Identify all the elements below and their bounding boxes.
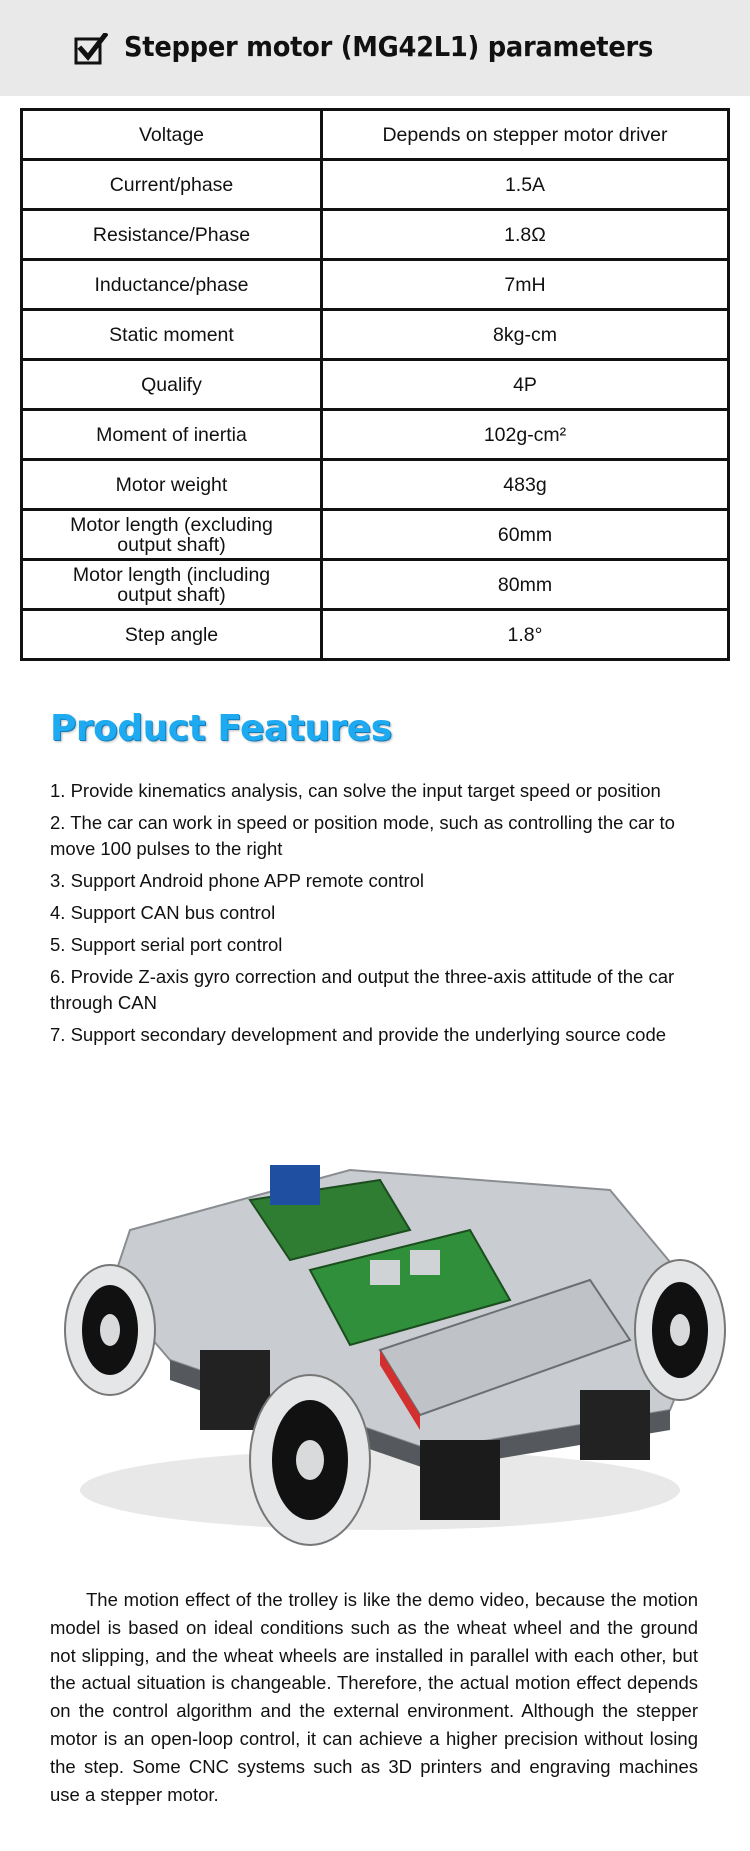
parameter-name: Resistance/Phase [22, 210, 322, 260]
parameters-table [20, 108, 730, 661]
feature-item: 1. Provide kinematics analysis, can solve the input target speed or position [50, 780, 661, 801]
table-row [22, 410, 729, 460]
parameter-name: Step angle [22, 610, 322, 660]
table-row [22, 160, 729, 210]
features-list [50, 778, 690, 1054]
parameter-value: 60mm [322, 510, 729, 560]
parameter-name: Qualify [22, 360, 322, 410]
parameter-name: Motor length (excluding output shaft) [22, 510, 322, 560]
table-row [22, 360, 729, 410]
parameter-value: 1.8Ω [322, 210, 729, 260]
features-heading: Product Features [50, 708, 392, 749]
table-row [22, 610, 729, 660]
feature-item: 2. The car can work in speed or position mode, such as controlling the car to move 100 pulses to the right [50, 812, 675, 859]
parameter-name: Inductance/phase [22, 260, 322, 310]
parameter-name: Current/phase [22, 160, 322, 210]
parameter-name: Moment of inertia [22, 410, 322, 460]
parameter-value: 8kg-cm [322, 310, 729, 360]
parameter-value: 4P [322, 360, 729, 410]
table-row [22, 310, 729, 360]
parameter-value: 483g [322, 460, 729, 510]
robot-car-photo [50, 1110, 750, 1550]
section-title: Stepper motor (MG42L1) parameters [124, 30, 653, 63]
parameter-name: Voltage [22, 110, 322, 160]
parameter-name: Motor weight [22, 460, 322, 510]
table-row [22, 510, 729, 560]
feature-item: 6. Provide Z-axis gyro correction and output the three-axis attitude of the car through CAN [50, 966, 675, 1013]
parameter-value: 7mH [322, 260, 729, 310]
feature-item: 5. Support serial port control [50, 934, 283, 955]
table-row [22, 460, 729, 510]
parameter-value: 1.5A [322, 160, 729, 210]
parameter-name: Motor length (including output shaft) [22, 560, 322, 610]
checkbox-checked-icon [74, 33, 108, 67]
parameter-value: 80mm [322, 560, 729, 610]
feature-item: 3. Support Android phone APP remote control [50, 870, 425, 891]
table-row [22, 260, 729, 310]
header-band [0, 0, 750, 96]
parameter-value: 102g-cm² [322, 410, 729, 460]
table-row [22, 560, 729, 610]
parameter-name: Static moment [22, 310, 322, 360]
parameter-value: 1.8° [322, 610, 729, 660]
table-row [22, 110, 729, 160]
feature-item: 7. Support secondary development and provide the underlying source code [50, 1024, 667, 1045]
description-paragraph: The motion effect of the trolley is like the demo video, because the motion model is based on ideal conditions such as the wheat wheel and the ground not slipping, and the wheat wheels are installed in parallel with each other, but the actual situation is changeable. Therefore, the actual motion effect depends on the control algorithm and the external environment. Although the stepper motor is an open-loop control, it can achieve a higher precision without losing the step. Some CNC systems such as 3D printers and engraving machines use a stepper motor. [50, 1589, 698, 1805]
parameter-value: Depends on stepper motor driver [322, 110, 729, 160]
feature-item: 4. Support CAN bus control [50, 902, 276, 923]
table-row [22, 210, 729, 260]
